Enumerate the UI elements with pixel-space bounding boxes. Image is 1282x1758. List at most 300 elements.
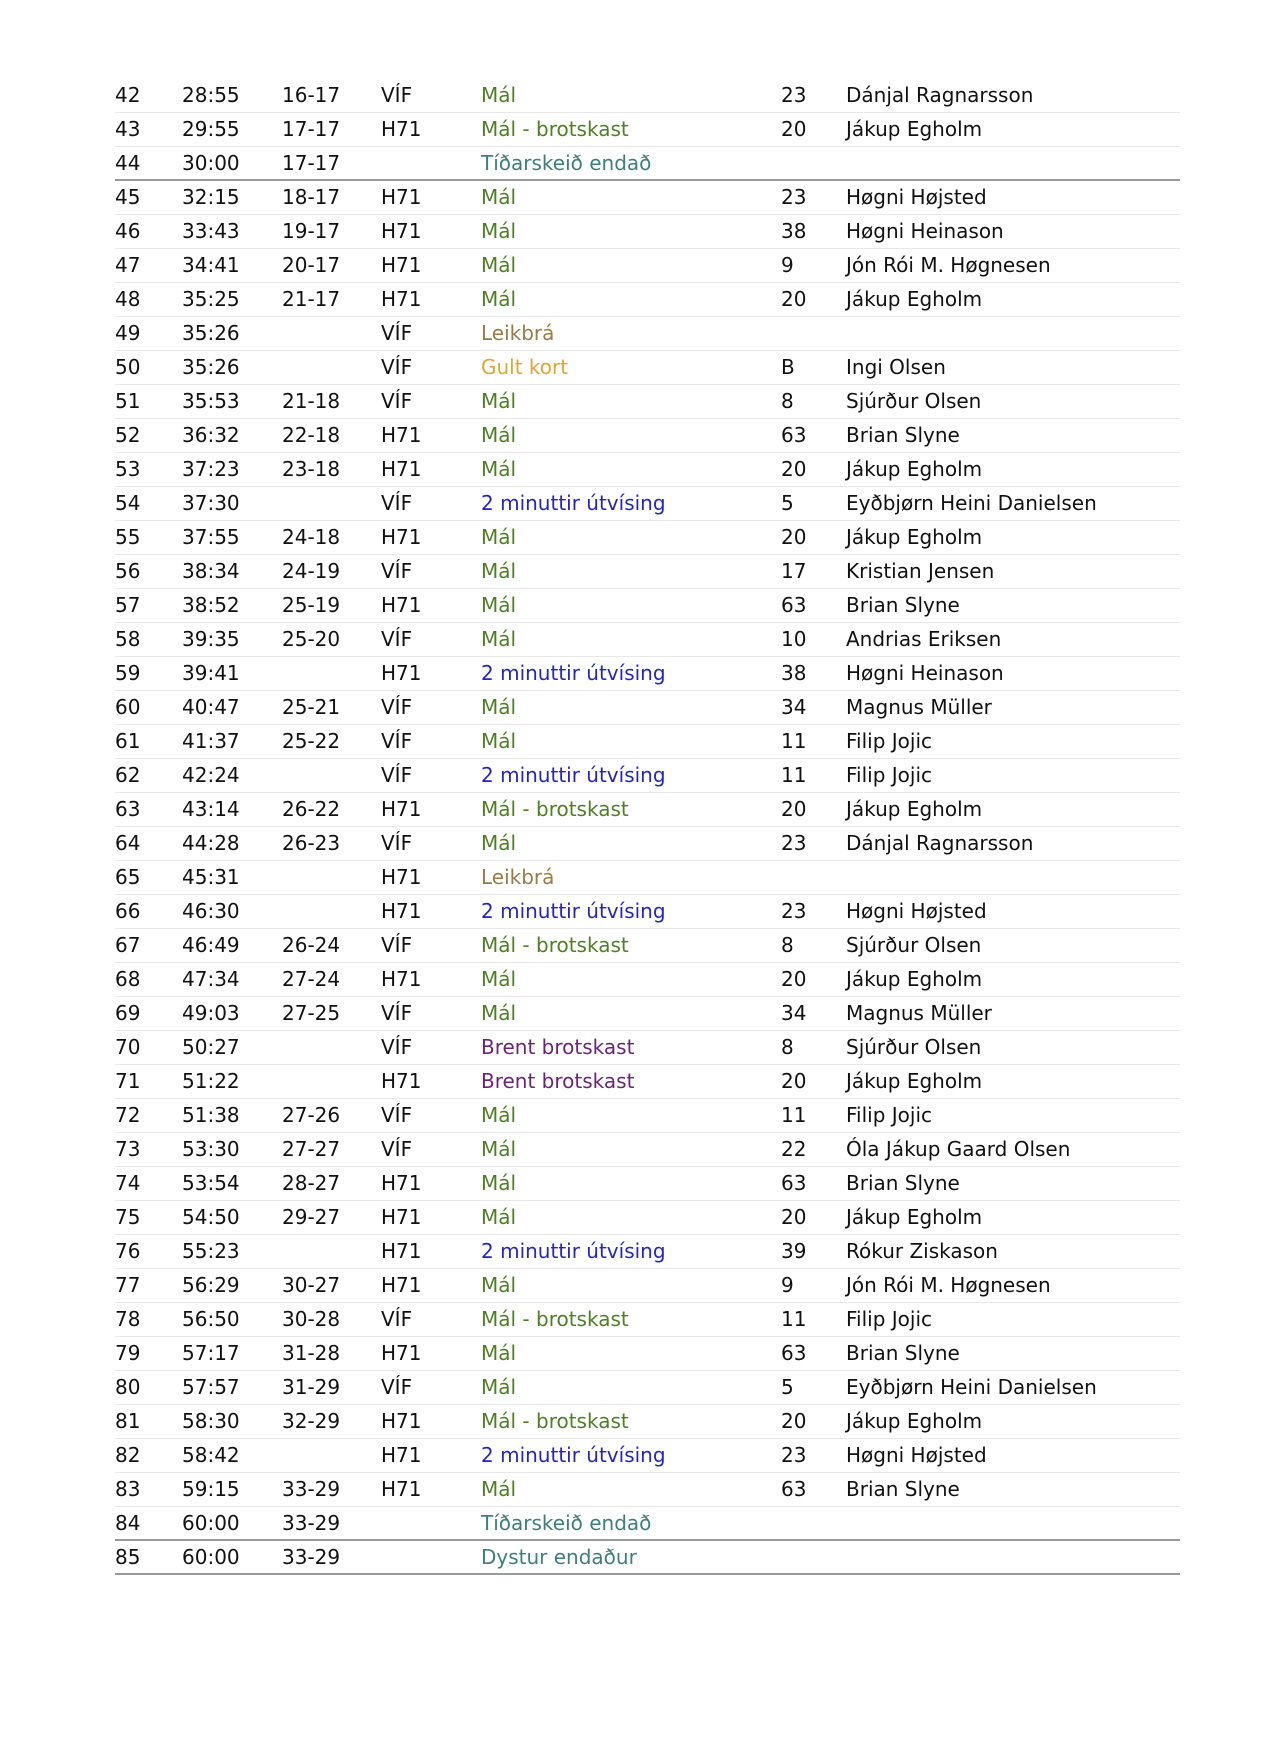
event-team: H71 [381,185,422,209]
event-time: 32:15 [182,185,240,209]
table-row [115,453,1180,487]
player-name: Høgni Højsted [846,185,987,209]
table-row [115,1099,1180,1133]
event-type: 2 minuttir útvísing [481,491,666,515]
event-type: 2 minuttir útvísing [481,661,666,685]
event-number: 80 [115,1375,141,1399]
event-type: Mál [481,967,517,991]
event-score: 17-17 [282,151,341,175]
event-type: Mál [481,1477,517,1501]
event-number: 66 [115,899,141,923]
event-number: 47 [115,253,141,277]
event-type: 2 minuttir útvísing [481,763,666,787]
player-number: 22 [781,1137,807,1161]
event-type: Mál [481,559,517,583]
event-number: 51 [115,389,141,413]
event-number: 50 [115,355,141,379]
event-log-table [115,79,1180,1575]
event-time: 56:50 [182,1307,240,1331]
event-time: 30:00 [182,151,240,175]
player-name: Kristian Jensen [846,559,995,583]
event-type: Mál - brotskast [481,797,629,821]
event-number: 76 [115,1239,141,1263]
player-number: 8 [781,933,794,957]
table-row [115,623,1180,657]
event-type: 2 minuttir útvísing [481,1239,666,1263]
event-number: 73 [115,1137,141,1161]
event-score: 27-27 [282,1137,341,1161]
event-team: VÍF [381,491,413,515]
event-time: 35:53 [182,389,240,413]
player-number: 20 [781,797,807,821]
player-name: Jákup Egholm [846,117,983,141]
player-name: Jákup Egholm [846,967,983,991]
table-row [115,79,1180,113]
player-name: Jón Rói M. Høgnesen [846,253,1051,277]
player-number: 23 [781,831,807,855]
table-row [115,1201,1180,1235]
table-row [115,351,1180,385]
event-score: 23-18 [282,457,341,481]
event-type: Mál [481,1375,517,1399]
player-number: 20 [781,1409,807,1433]
player-name: Jón Rói M. Høgnesen [846,1273,1051,1297]
event-team: H71 [381,1443,422,1467]
table-row [115,1507,1180,1541]
event-type: Mál - brotskast [481,1409,629,1433]
player-name: Brian Slyne [846,593,960,617]
event-time: 44:28 [182,831,240,855]
event-type: Mál [481,83,517,107]
event-number: 44 [115,151,141,175]
event-type: Mál [481,1137,517,1161]
event-score: 22-18 [282,423,341,447]
event-team: H71 [381,423,422,447]
event-type: Leikbrá [481,865,555,889]
player-name: Brian Slyne [846,1171,960,1195]
event-number: 74 [115,1171,141,1195]
player-name: Rókur Ziskason [846,1239,998,1263]
event-type: Mál [481,253,517,277]
event-score: 27-24 [282,967,341,991]
player-name: Magnus Müller [846,1001,992,1025]
event-time: 28:55 [182,83,240,107]
event-number: 46 [115,219,141,243]
event-type: Mál [481,287,517,311]
event-time: 38:52 [182,593,240,617]
player-name: Eyðbjørn Heini Danielsen [846,1375,1097,1399]
event-time: 43:14 [182,797,240,821]
player-name: Óla Jákup Gaard Olsen [846,1137,1071,1161]
player-name: Høgni Heinason [846,219,1004,243]
event-score: 25-20 [282,627,341,651]
player-name: Sjúrður Olsen [846,1035,982,1059]
player-number: 34 [781,1001,807,1025]
event-number: 52 [115,423,141,447]
event-team: H71 [381,253,422,277]
event-time: 39:41 [182,661,240,685]
event-number: 49 [115,321,141,345]
table-row [115,1439,1180,1473]
table-row [115,555,1180,589]
event-number: 62 [115,763,141,787]
table-row [115,113,1180,147]
table-row [115,1133,1180,1167]
event-type: Mál [481,525,517,549]
player-name: Ingi Olsen [846,355,946,379]
event-score: 26-22 [282,797,341,821]
player-number: 63 [781,593,807,617]
event-score: 25-21 [282,695,341,719]
event-number: 78 [115,1307,141,1331]
event-score: 20-17 [282,253,341,277]
event-time: 46:49 [182,933,240,957]
event-number: 82 [115,1443,141,1467]
event-score: 31-29 [282,1375,341,1399]
event-team: H71 [381,1069,422,1093]
event-type: Mál - brotskast [481,1307,629,1331]
player-number: 20 [781,1205,807,1229]
player-number: 63 [781,1171,807,1195]
event-score: 24-19 [282,559,341,583]
player-name: Høgni Heinason [846,661,1004,685]
player-number: 10 [781,627,807,651]
event-score: 31-28 [282,1341,341,1365]
event-time: 51:22 [182,1069,240,1093]
event-type: Mál [481,389,517,413]
player-name: Andrias Eriksen [846,627,1002,651]
event-time: 55:23 [182,1239,240,1263]
event-team: VÍF [381,1035,413,1059]
event-team: VÍF [381,389,413,413]
table-row [115,419,1180,453]
event-time: 46:30 [182,899,240,923]
player-number: 38 [781,219,807,243]
event-number: 85 [115,1545,141,1569]
player-name: Brian Slyne [846,1477,960,1501]
event-number: 43 [115,117,141,141]
event-score: 27-26 [282,1103,341,1127]
event-team: VÍF [381,559,413,583]
event-team: H71 [381,1205,422,1229]
event-time: 39:35 [182,627,240,651]
player-name: Høgni Højsted [846,1443,987,1467]
event-score: 21-17 [282,287,341,311]
table-row [115,521,1180,555]
table-row [115,691,1180,725]
event-team: VÍF [381,1137,413,1161]
player-number: 11 [781,729,807,753]
event-number: 75 [115,1205,141,1229]
table-row [115,1541,1180,1575]
event-time: 51:38 [182,1103,240,1127]
event-score: 19-17 [282,219,341,243]
event-number: 59 [115,661,141,685]
event-team: VÍF [381,321,413,345]
event-type: Tíðarskeið endað [481,1511,652,1535]
player-number: 11 [781,763,807,787]
player-name: Filip Jojic [846,763,933,787]
table-row [115,283,1180,317]
event-time: 59:15 [182,1477,240,1501]
player-number: 34 [781,695,807,719]
event-team: VÍF [381,695,413,719]
event-score: 32-29 [282,1409,341,1433]
event-type: Mál [481,1205,517,1229]
player-number: 23 [781,185,807,209]
event-type: Mál [481,729,517,753]
event-number: 61 [115,729,141,753]
event-time: 57:17 [182,1341,240,1365]
event-team: H71 [381,593,422,617]
event-time: 47:34 [182,967,240,991]
event-number: 57 [115,593,141,617]
event-number: 79 [115,1341,141,1365]
player-number: 17 [781,559,807,583]
event-time: 56:29 [182,1273,240,1297]
event-score: 21-18 [282,389,341,413]
event-team: VÍF [381,627,413,651]
player-name: Jákup Egholm [846,287,983,311]
event-number: 81 [115,1409,141,1433]
event-type: Gult kort [481,355,569,379]
event-score: 16-17 [282,83,341,107]
table-row [115,1371,1180,1405]
event-score: 26-24 [282,933,341,957]
table-row [115,1269,1180,1303]
table-row [115,385,1180,419]
player-name: Brian Slyne [846,423,960,447]
player-number: 20 [781,1069,807,1093]
table-row [115,1337,1180,1371]
event-type: Mál [481,1001,517,1025]
event-time: 60:00 [182,1545,240,1569]
event-team: H71 [381,1273,422,1297]
event-team: H71 [381,1477,422,1501]
event-type: Tíðarskeið endað [481,151,652,175]
event-score: 25-19 [282,593,341,617]
event-number: 77 [115,1273,141,1297]
event-team: VÍF [381,1001,413,1025]
event-team: VÍF [381,763,413,787]
event-number: 55 [115,525,141,549]
event-team: VÍF [381,83,413,107]
player-name: Dánjal Ragnarsson [846,831,1034,855]
event-team: H71 [381,1239,422,1263]
event-type: Mál [481,831,517,855]
event-number: 42 [115,83,141,107]
event-type: Mál [481,593,517,617]
event-score: 33-29 [282,1477,341,1501]
event-team: VÍF [381,831,413,855]
table-row [115,657,1180,691]
table-row [115,1065,1180,1099]
event-time: 29:55 [182,117,240,141]
event-time: 40:47 [182,695,240,719]
player-name: Dánjal Ragnarsson [846,83,1034,107]
event-type: Dystur endaður [481,1545,637,1569]
event-type: Leikbrá [481,321,555,345]
event-team: H71 [381,1171,422,1195]
event-time: 53:54 [182,1171,240,1195]
event-team: H71 [381,1409,422,1433]
event-score: 33-29 [282,1511,341,1535]
player-name: Jákup Egholm [846,797,983,821]
table-row [115,1235,1180,1269]
table-row [115,929,1180,963]
event-time: 57:57 [182,1375,240,1399]
player-number: 11 [781,1307,807,1331]
player-name: Sjúrður Olsen [846,933,982,957]
player-number: 63 [781,423,807,447]
player-number: 9 [781,1273,794,1297]
event-score: 24-18 [282,525,341,549]
event-time: 58:30 [182,1409,240,1433]
player-number: 20 [781,457,807,481]
event-number: 45 [115,185,141,209]
event-time: 35:26 [182,321,240,345]
event-type: Mál [481,423,517,447]
event-type: Mál [481,1341,517,1365]
player-number: 11 [781,1103,807,1127]
event-team: VÍF [381,355,413,379]
event-team: H71 [381,457,422,481]
player-number: 9 [781,253,794,277]
table-row [115,181,1180,215]
event-time: 45:31 [182,865,240,889]
event-number: 63 [115,797,141,821]
player-number: 38 [781,661,807,685]
player-name: Filip Jojic [846,1307,933,1331]
player-name: Filip Jojic [846,1103,933,1127]
event-number: 48 [115,287,141,311]
event-score: 27-25 [282,1001,341,1025]
table-row [115,1473,1180,1507]
table-row [115,725,1180,759]
event-score: 17-17 [282,117,341,141]
event-number: 70 [115,1035,141,1059]
event-score: 26-23 [282,831,341,855]
table-row [115,1405,1180,1439]
event-team: VÍF [381,1307,413,1331]
event-number: 71 [115,1069,141,1093]
event-type: Mál [481,627,517,651]
event-type: Mál [481,695,517,719]
event-team: H71 [381,117,422,141]
event-score: 30-27 [282,1273,341,1297]
event-number: 65 [115,865,141,889]
player-number: 5 [781,1375,794,1399]
event-type: Mál - brotskast [481,117,629,141]
event-time: 33:43 [182,219,240,243]
player-number: 20 [781,287,807,311]
player-number: 23 [781,1443,807,1467]
table-row [115,793,1180,827]
event-team: VÍF [381,933,413,957]
event-team: H71 [381,899,422,923]
player-number: 8 [781,1035,794,1059]
event-team: H71 [381,797,422,821]
table-row [115,997,1180,1031]
event-number: 83 [115,1477,141,1501]
player-number: 5 [781,491,794,515]
event-number: 68 [115,967,141,991]
event-type: Mál [481,457,517,481]
event-team: H71 [381,661,422,685]
event-number: 58 [115,627,141,651]
event-number: 56 [115,559,141,583]
player-name: Magnus Müller [846,695,992,719]
event-number: 60 [115,695,141,719]
event-time: 50:27 [182,1035,240,1059]
event-type: Mál [481,1171,517,1195]
event-time: 41:37 [182,729,240,753]
table-row [115,589,1180,623]
player-number: 39 [781,1239,807,1263]
event-type: Mál [481,1103,517,1127]
event-number: 64 [115,831,141,855]
table-row [115,895,1180,929]
event-team: H71 [381,967,422,991]
player-number: 20 [781,117,807,141]
event-team: H71 [381,525,422,549]
table-row [115,861,1180,895]
table-row [115,487,1180,521]
table-row [115,249,1180,283]
player-number: 23 [781,899,807,923]
event-score: 25-22 [282,729,341,753]
event-time: 49:03 [182,1001,240,1025]
event-team: H71 [381,219,422,243]
player-name: Brian Slyne [846,1341,960,1365]
event-number: 53 [115,457,141,481]
event-score: 30-28 [282,1307,341,1331]
table-row [115,963,1180,997]
event-time: 60:00 [182,1511,240,1535]
player-number: 23 [781,83,807,107]
event-time: 38:34 [182,559,240,583]
event-type: Brent brotskast [481,1035,635,1059]
event-type: 2 minuttir útvísing [481,1443,666,1467]
event-time: 53:30 [182,1137,240,1161]
player-name: Sjúrður Olsen [846,389,982,413]
player-name: Høgni Højsted [846,899,987,923]
player-number: B [781,355,795,379]
table-row [115,147,1180,181]
event-time: 36:32 [182,423,240,447]
player-number: 20 [781,967,807,991]
table-row [115,1031,1180,1065]
event-score: 18-17 [282,185,341,209]
event-team: VÍF [381,1375,413,1399]
event-type: Brent brotskast [481,1069,635,1093]
event-number: 72 [115,1103,141,1127]
event-team: H71 [381,287,422,311]
event-time: 35:26 [182,355,240,379]
player-name: Jákup Egholm [846,457,983,481]
player-name: Eyðbjørn Heini Danielsen [846,491,1097,515]
event-team: VÍF [381,729,413,753]
event-time: 37:55 [182,525,240,549]
player-number: 8 [781,389,794,413]
table-row [115,827,1180,861]
event-score: 29-27 [282,1205,341,1229]
event-number: 54 [115,491,141,515]
event-time: 37:23 [182,457,240,481]
player-number: 63 [781,1341,807,1365]
event-time: 37:30 [182,491,240,515]
event-team: H71 [381,1341,422,1365]
